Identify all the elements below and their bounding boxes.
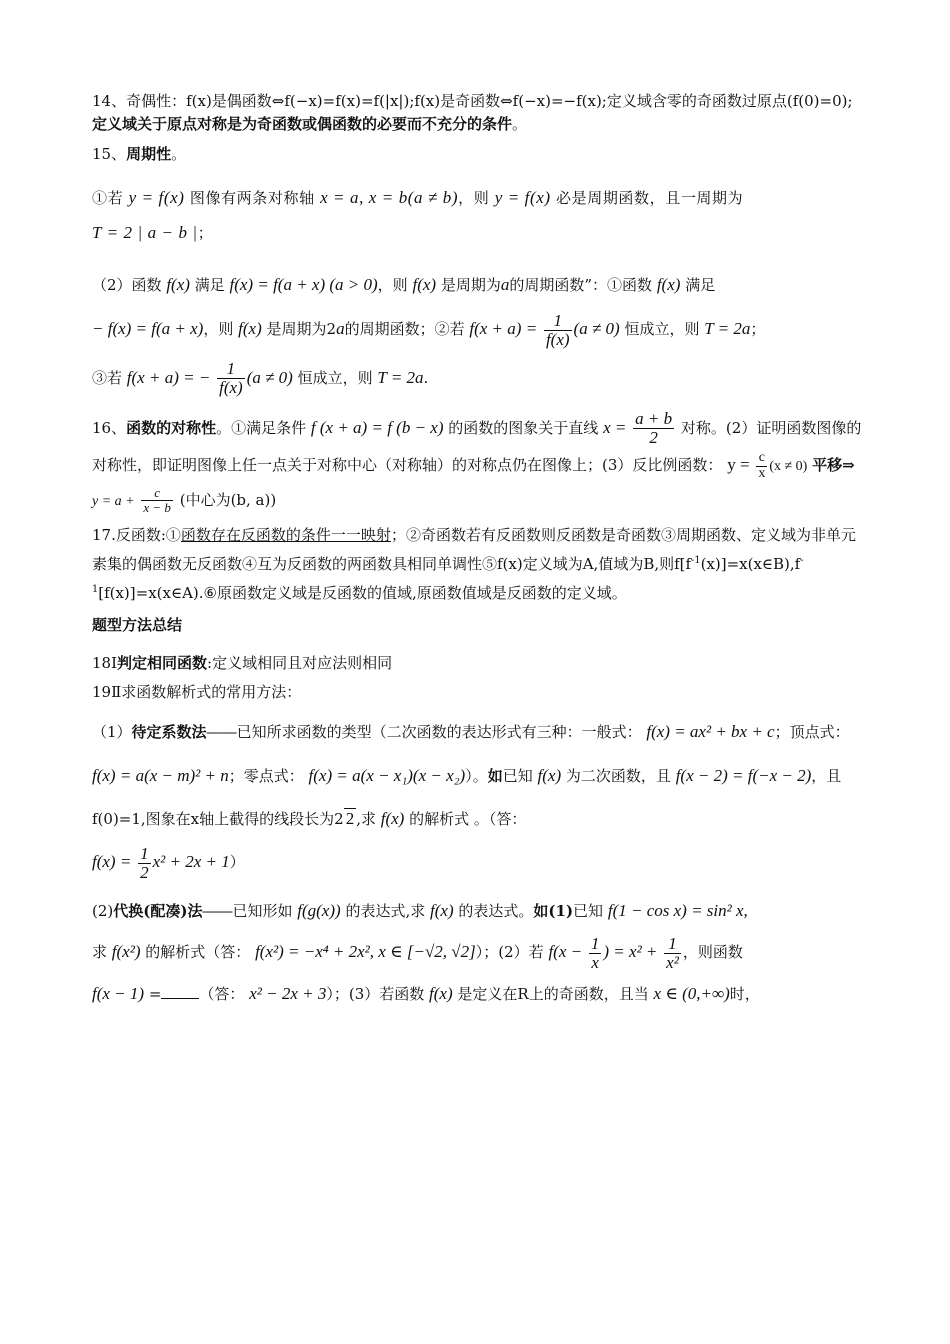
- sqrt-radicand: 2: [345, 808, 355, 828]
- section-title: 函数的对称性: [126, 418, 217, 437]
- formula: f(x): [412, 275, 437, 295]
- fraction: $\frac{1}{\text{x²}}$: [666, 933, 679, 972]
- formula: f(x): [429, 983, 453, 1003]
- method-title: 待定系数法: [131, 723, 207, 742]
- fraction: $\frac{c}{x}$: [758, 449, 766, 481]
- method-substitution: (2)代换(配凑)法――已知形如 f(g(x)) 的表达式,求 f(x) 的表达式。如(1)已知 f(1 − cos x) = sin² x, 求 f(x²) 的解析式（答： f(x²) = −x⁴ + 2x², x ∈ [−√2, √2]）；(2）若 f(x − $\frac{1}{x}$ ) = x² + $\frac{1}{\text{x²}}$ ，则函数 f(x − 1) = （答： x² − 2x + 3）；(3）若函数 f(x) 是定义在R上的奇函数，且当 x ∈ (0,+∞)时，: [92, 900, 760, 1003]
- periodicity-rule-1: ①若 y = f(x) 图像有两条对称轴 x = a, x = b(a ≠ b)，则 y = f(x) 必是周期函数，且一周期为 T = 2 | a − b |；: [92, 187, 744, 243]
- formula: x² − 2x + 3: [249, 983, 327, 1003]
- item-15-heading: 15、周期性。: [92, 144, 187, 163]
- formula: − f(x) = f(a + x): [92, 319, 204, 339]
- item-number: 17.: [92, 525, 116, 544]
- item-number: 14、: [92, 92, 127, 110]
- section-title: 判定相同函数: [117, 653, 208, 672]
- periodicity-rule-3: ③若 f(x + a) = − $\frac{1}{f(x)}$ (a ≠ 0) 恒成立，则 T = 2a.: [92, 359, 429, 397]
- formula: T = 2 | a − b |: [92, 223, 198, 243]
- fraction: $\frac{1}{f(x)}$: [219, 359, 243, 397]
- fraction: $\frac{a + b}{2}$: [635, 409, 673, 448]
- item-14-parity: 14、奇偶性：f(x)是偶函数⇔f(−x)=f(x)=f(|x|);f(x)是奇函数⇔f(−x)=−f(x);定义域含零的奇函数过原点(f(0)=0);定义域关于原点对称是为奇函数或偶函数的必要而不充分的条件。: [92, 92, 853, 134]
- formula: y =: [727, 455, 750, 475]
- formula: T = 2a: [704, 319, 751, 339]
- parity-condition: 定义域关于原点对称是为奇函数或偶函数的必要而不充分的条件: [92, 115, 513, 134]
- formula: f(g(x)): [297, 900, 341, 920]
- formula: f(x) = a(x − x₁)(x − x₂): [308, 765, 466, 785]
- formula: f(x + a) =: [469, 319, 538, 339]
- formula: (a ≠ 0): [246, 367, 293, 387]
- fraction: $\frac{c}{x - b}$: [143, 485, 171, 516]
- formula: f(1 − cos x) = sin² x,: [607, 900, 748, 920]
- fraction: $\frac{1}{f(x)}$: [545, 310, 570, 349]
- item-18: 18Ⅰ判定相同函数:定义域相同且对应法则相同: [92, 653, 393, 672]
- formula: x² + 2x + 1: [152, 852, 230, 872]
- formula: f(x) = a(x − m)² + n: [92, 765, 229, 785]
- formula: f (x + a) = f (b − x): [310, 417, 444, 437]
- formula: y = f(x): [128, 187, 185, 207]
- item-number: 19Ⅱ: [92, 682, 122, 701]
- formula: f(x) = f(a + x) (a > 0): [229, 275, 378, 295]
- method-title: 代换(配凑)法: [113, 901, 203, 920]
- fraction: $\frac{1}{x}$: [590, 933, 600, 972]
- formula: a: [500, 275, 510, 295]
- formula: f(x²) = −x⁴ + 2x², x ∈ [−√2, √2]: [255, 942, 476, 962]
- formula: f(x − 1): [92, 983, 145, 1003]
- formula: T = 2a: [377, 367, 424, 387]
- formula: f(x): [656, 275, 681, 295]
- item-19: 19Ⅱ求函数解析式的常用方法：: [92, 682, 302, 701]
- formula: f(x): [380, 808, 405, 828]
- formula: f(x − 2) = f(−x − 2): [675, 765, 812, 785]
- formula: f(x): [166, 275, 190, 295]
- periodicity-rule-2: （2）函数 f(x) 满足 f(x) = f(a + x) (a > 0)，则 f(x) 是周期为a的周期函数”：①函数 f(x) 满足 − f(x) = f(a + x)，则 f(x) 是周期为2a的周期函数；②若 f(x + a) = $\frac{1}{f(x)}$ (a ≠ 0) 恒成立，则 T = 2a；: [92, 275, 766, 349]
- item-number: 18Ⅰ: [92, 653, 118, 672]
- item-number: 15、: [92, 144, 127, 163]
- formula: f(x): [537, 765, 562, 785]
- formula: (a ≠ 0): [573, 319, 620, 339]
- formula: y = f(x): [494, 187, 551, 207]
- formula: x ∈ (0,+∞): [653, 983, 730, 1003]
- formula: f(x −: [548, 942, 583, 962]
- formula: x = a, x = b(a ≠ b): [320, 187, 459, 207]
- formula: f(x) =: [92, 852, 132, 872]
- formula: f(x + a) = −: [126, 367, 211, 387]
- formula: a: [336, 319, 345, 339]
- item-17-inverse: 17.反函数:①函数存在反函数的条件一一映射；②奇函数若有反函数则反函数是奇函数③周期函数、定义域为非单元素集的偶函数无反函数④互为反函数的两函数具相同单调性⑤f(x)定义域为A,值域为B,则$f[f^{-1}(x)]=x(x\in B),f^{-1}[f(x)]=x(x\in A).⑥$原函数定义域是反函数的值域,原函数值域是反函数的定义域。: [92, 525, 856, 603]
- formula: (x ≠ 0): [769, 459, 808, 475]
- formula: x =: [603, 417, 627, 437]
- item-16-symmetry: 16、函数的对称性。①满足条件 f (x + a) = f (b − x) 的函数的图象关于直线 x = $\frac{a + b}{2}$ 对称。(2）证明函数图像的对称性，即证明图像上任一点关于对称中心（对称轴）的对称点仍在图像上；(3）反比例函数： y = $\frac{c}{x}$ (x ≠ 0) 平移⇒ y = a + $\frac{c}{x - b}$ (中心为(b, a)): [92, 409, 862, 516]
- formula: f(x): [430, 900, 454, 920]
- parity-text: 奇偶性：f(x)是偶函数⇔f(−x)=f(x)=f(|x|);f(x)是奇函数⇔f(−x)=−f(x);定义域含零的奇函数过原点(f(0)=0);: [126, 92, 853, 110]
- underlined-text: 函数存在反函数的条件一一映射: [180, 525, 391, 544]
- fraction: $\frac{1}{2}$: [140, 843, 149, 882]
- answer-blank: [161, 998, 199, 999]
- method-undetermined-coefficients: （1）待定系数法――已知所求函数的类型（二次函数的表达形式有三种：一般式： f(x) = ax² + bx + c；顶点式： f(x) = a(x − m)² + n；零点式： f(x) = a(x − x₁)(x − x₂)）。如已知 f(x) 为二次函数，且 f(x − 2) = f(−x − 2)，且f(0)=1,图象在x轴上截得的线段长为2 2 ,求 f(x) 的解析式 。（答： f(x) = $\frac{1}{2}$ x² + 2x + 1）: [92, 722, 850, 882]
- summary-title: 题型方法总结: [92, 616, 183, 635]
- formula: f(x): [238, 319, 262, 339]
- formula: f(x²): [111, 942, 141, 962]
- section-title: 周期性: [126, 144, 172, 163]
- formula: ) = x² +: [603, 942, 658, 962]
- formula: y = a +: [92, 493, 135, 509]
- document-page: [92, 90, 862, 1014]
- item-number: 16、: [92, 418, 127, 437]
- formula: f(x) = ax² + bx + c: [646, 722, 775, 742]
